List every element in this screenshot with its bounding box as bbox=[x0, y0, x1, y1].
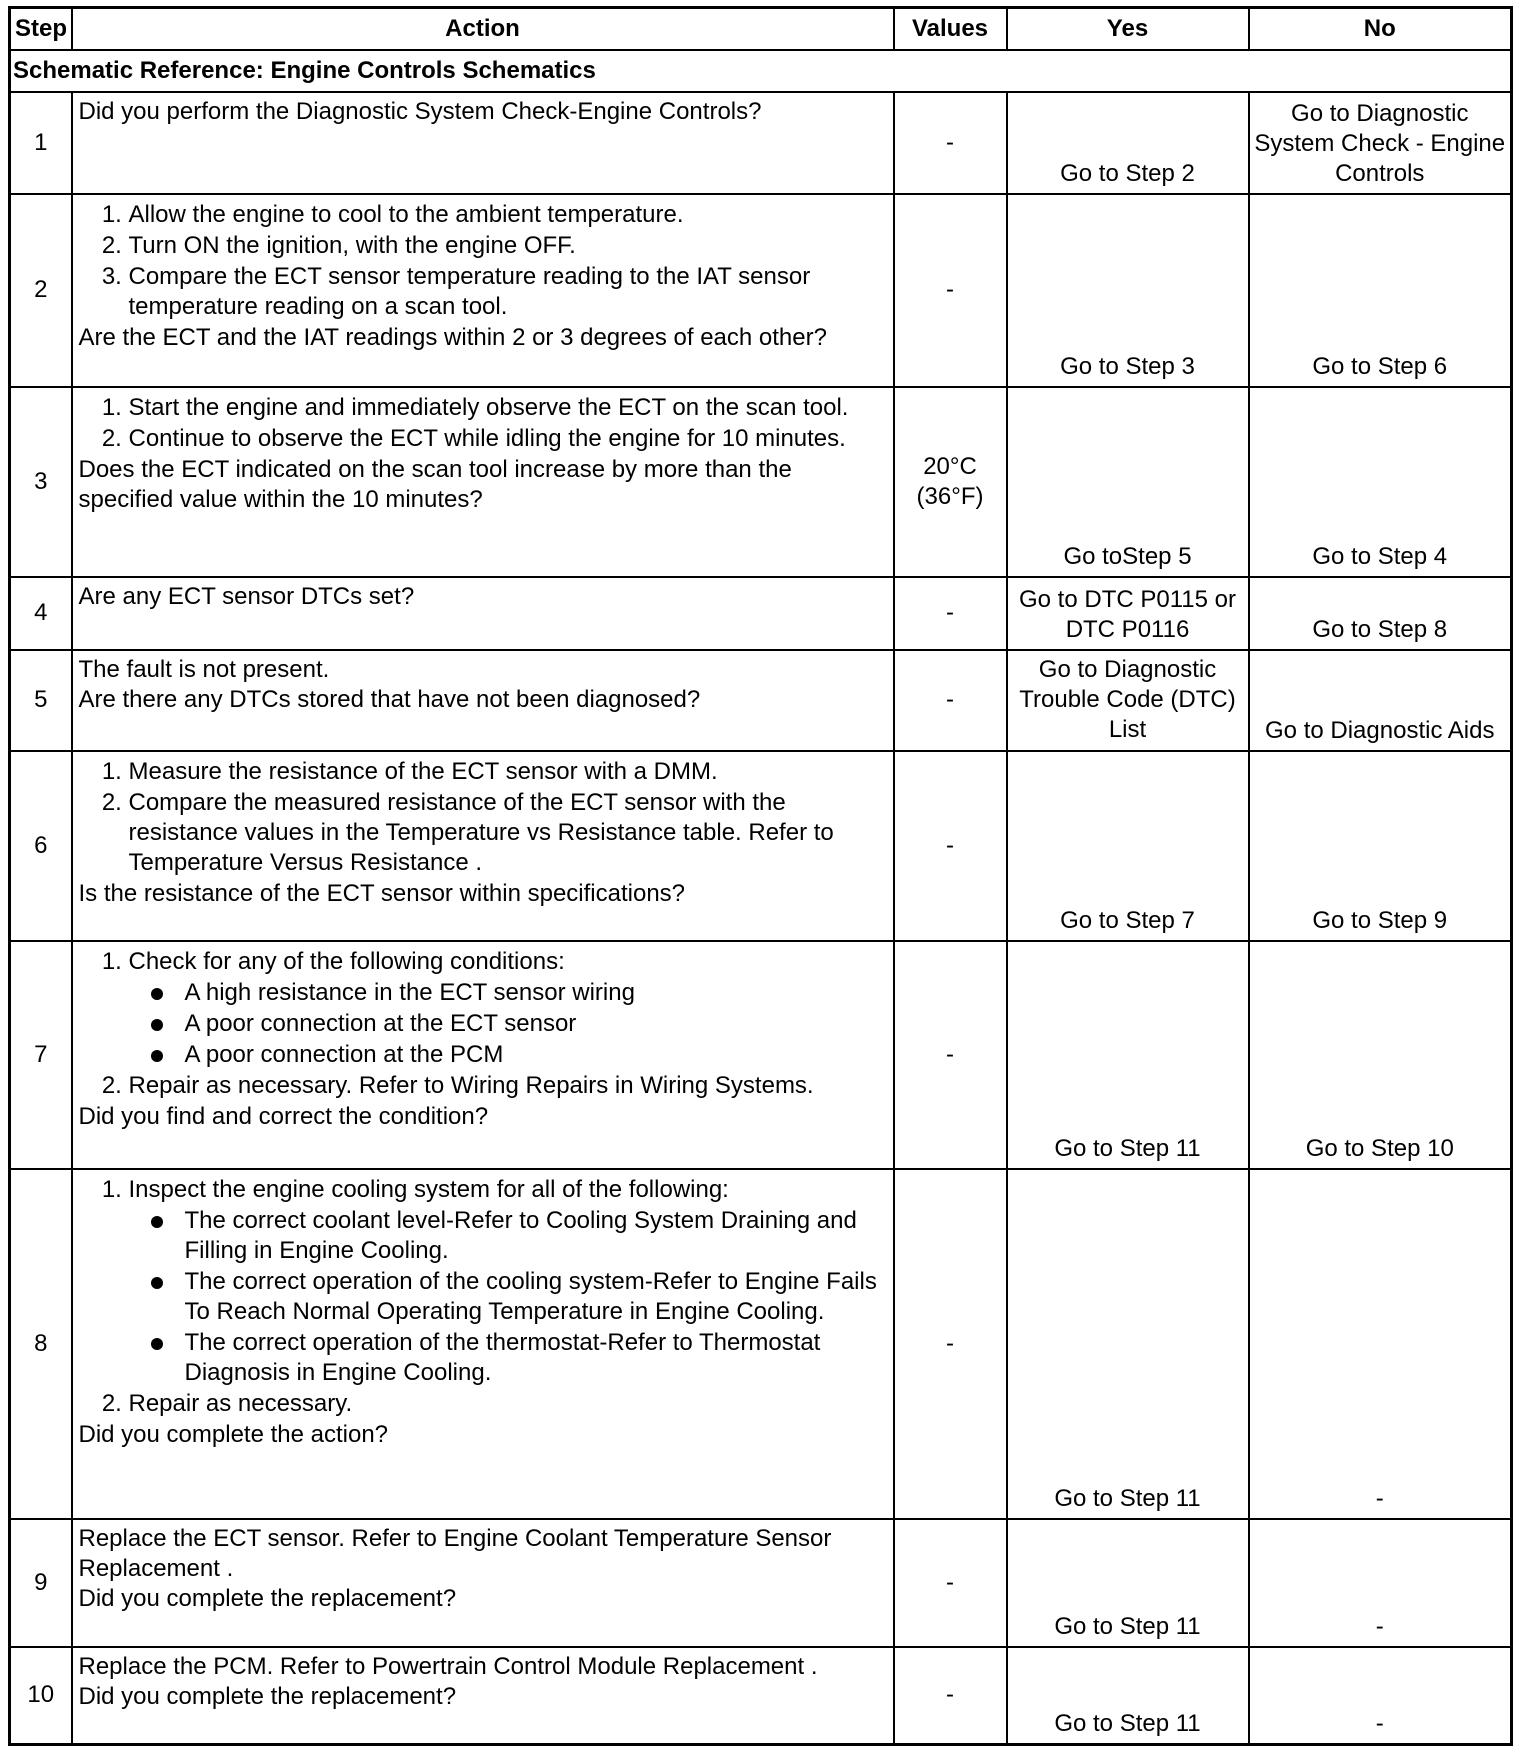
action-question: Is the resistance of the ECT sensor within specifications? bbox=[78, 879, 686, 907]
action-text: Did you perform the Diagnostic System Check-Engine Controls? bbox=[78, 97, 762, 125]
condition-item: The correct operation of the thermostat-Refer to Thermostat Diagnosis in Engine Cooling. bbox=[185, 1328, 887, 1388]
action-steps bbox=[79, 1175, 887, 1419]
table-row-step-1 bbox=[10, 92, 1512, 194]
action-step bbox=[129, 1175, 887, 1388]
action-steps bbox=[79, 947, 887, 1101]
action-cell bbox=[72, 577, 894, 650]
action-question: Did you complete the replacement? bbox=[78, 1584, 457, 1612]
value-cell: - bbox=[894, 751, 1007, 941]
action-text: The fault is not present. bbox=[78, 655, 330, 683]
yes-cell: Go to Step 11 bbox=[1007, 1519, 1249, 1647]
yes-cell: Go to Step 11 bbox=[1007, 941, 1249, 1169]
value-cell: - bbox=[894, 1519, 1007, 1647]
action-step: 1. Allow the engine to cool to the ambient temperature. bbox=[129, 200, 887, 230]
table-row-step-9 bbox=[10, 1519, 1512, 1647]
yes-cell: Go to DTC P0115 or DTC P0116 bbox=[1007, 577, 1249, 650]
action-question: Did you find and correct the condition? bbox=[78, 1102, 489, 1130]
action-steps bbox=[79, 757, 887, 878]
step-number: 10 bbox=[10, 1647, 72, 1745]
action-step: 3. Compare the ECT sensor temperature reading to the IAT sensor temperature reading on a scan tool. bbox=[129, 262, 887, 322]
header-step: Step bbox=[10, 8, 72, 50]
action-step-text: Inspect the engine cooling system for all of the following: bbox=[128, 1175, 729, 1203]
yes-cell: Go to Step 3 bbox=[1007, 194, 1249, 387]
table-row-step-10 bbox=[10, 1647, 1512, 1745]
table-row-step-7 bbox=[10, 941, 1512, 1169]
diagnostic-table bbox=[8, 6, 1513, 1746]
step-number: 2 bbox=[10, 194, 72, 387]
yes-cell: Go to Step 7 bbox=[1007, 751, 1249, 941]
value-cell bbox=[894, 387, 1007, 577]
action-question: Does the ECT indicated on the scan tool increase by more than the specified value within the 10 minutes? bbox=[78, 455, 792, 513]
no-cell: Go to Diagnostic System Check - Engine Controls bbox=[1249, 92, 1512, 194]
table-row-step-4 bbox=[10, 577, 1512, 650]
action-cell bbox=[72, 650, 894, 751]
action-text: Replace the ECT sensor. Refer to Engine Coolant Temperature Sensor Replacement . bbox=[78, 1524, 832, 1582]
condition-list bbox=[129, 1206, 887, 1388]
action-text: Replace the PCM. Refer to Powertrain Control Module Replacement . bbox=[78, 1652, 818, 1680]
header-row bbox=[10, 8, 1512, 50]
action-question: Are there any DTCs stored that have not been diagnosed? bbox=[78, 685, 701, 713]
action-step: 2. Repair as necessary. Refer to Wiring Repairs in Wiring Systems. bbox=[129, 1071, 887, 1101]
action-step: 2. Repair as necessary. bbox=[129, 1389, 887, 1419]
no-cell: - bbox=[1249, 1647, 1512, 1745]
table-row-step-3 bbox=[10, 387, 1512, 577]
table-row-step-6 bbox=[10, 751, 1512, 941]
yes-cell: Go toStep 5 bbox=[1007, 387, 1249, 577]
condition-list bbox=[129, 978, 887, 1070]
step-number: 1 bbox=[10, 92, 72, 194]
condition-item: A poor connection at the PCM bbox=[185, 1040, 887, 1070]
step-number: 6 bbox=[10, 751, 72, 941]
action-cell bbox=[72, 1519, 894, 1647]
table-row-step-5 bbox=[10, 650, 1512, 751]
step-number: 4 bbox=[10, 577, 72, 650]
action-text: Are any ECT sensor DTCs set? bbox=[78, 582, 415, 610]
value-cell: - bbox=[894, 92, 1007, 194]
condition-item: A high resistance in the ECT sensor wiring bbox=[185, 978, 887, 1008]
action-cell bbox=[72, 751, 894, 941]
step-number: 8 bbox=[10, 1169, 72, 1519]
value-cell: - bbox=[894, 194, 1007, 387]
no-cell: Go to Step 8 bbox=[1249, 577, 1512, 650]
value-cell: - bbox=[894, 1647, 1007, 1745]
header-values: Values bbox=[894, 8, 1007, 50]
action-cell bbox=[72, 387, 894, 577]
yes-cell: Go to Step 2 bbox=[1007, 92, 1249, 194]
no-cell: Go to Step 9 bbox=[1249, 751, 1512, 941]
step-number: 3 bbox=[10, 387, 72, 577]
no-cell: Go to Diagnostic Aids bbox=[1249, 650, 1512, 751]
action-question: Did you complete the action? bbox=[78, 1420, 389, 1448]
value-celsius: 20°C bbox=[923, 452, 977, 480]
header-no: No bbox=[1249, 8, 1512, 50]
value-cell: - bbox=[894, 577, 1007, 650]
no-cell: Go to Step 10 bbox=[1249, 941, 1512, 1169]
no-cell: - bbox=[1249, 1519, 1512, 1647]
action-question: Did you complete the replacement? bbox=[78, 1682, 457, 1710]
value-cell: - bbox=[894, 941, 1007, 1169]
value-cell: - bbox=[894, 650, 1007, 751]
step-number: 7 bbox=[10, 941, 72, 1169]
action-question: Are the ECT and the IAT readings within 2 or 3 degrees of each other? bbox=[78, 323, 827, 351]
value-fahrenheit: (36°F) bbox=[916, 482, 984, 510]
header-action: Action bbox=[72, 8, 894, 50]
action-cell bbox=[72, 941, 894, 1169]
yes-cell: Go to Diagnostic Trouble Code (DTC) List bbox=[1007, 650, 1249, 751]
action-cell bbox=[72, 1169, 894, 1519]
action-step-text: Check for any of the following conditions: bbox=[128, 947, 565, 975]
yes-cell: Go to Step 11 bbox=[1007, 1169, 1249, 1519]
value-cell: - bbox=[894, 1169, 1007, 1519]
action-cell bbox=[72, 1647, 894, 1745]
yes-cell: Go to Step 11 bbox=[1007, 1647, 1249, 1745]
action-cell bbox=[72, 194, 894, 387]
action-step: 1. Start the engine and immediately observe the ECT on the scan tool. bbox=[129, 393, 887, 423]
action-steps bbox=[79, 200, 887, 322]
action-step: 2. Turn ON the ignition, with the engine OFF. bbox=[129, 231, 887, 261]
condition-item: A poor connection at the ECT sensor bbox=[185, 1009, 887, 1039]
action-step bbox=[129, 947, 887, 1070]
table-row-step-2 bbox=[10, 194, 1512, 387]
action-step: 1. Measure the resistance of the ECT sensor with a DMM. bbox=[129, 757, 887, 787]
action-steps bbox=[79, 393, 887, 454]
no-cell: Go to Step 6 bbox=[1249, 194, 1512, 387]
condition-item: The correct coolant level-Refer to Cooling System Draining and Filling in Engine Cooling. bbox=[185, 1206, 887, 1266]
action-cell bbox=[72, 92, 894, 194]
condition-item: The correct operation of the cooling system-Refer to Engine Fails To Reach Normal Operating Temperature in Engine Cooling. bbox=[185, 1267, 887, 1327]
no-cell: - bbox=[1249, 1169, 1512, 1519]
step-number: 5 bbox=[10, 650, 72, 751]
action-step: 2. Continue to observe the ECT while idling the engine for 10 minutes. bbox=[129, 424, 887, 454]
action-step: 2. Compare the measured resistance of the ECT sensor with the resistance values in the Temperature vs Resistance table. Refer to Temperature Versus Resistance . bbox=[129, 788, 887, 878]
schematic-reference: Schematic Reference: Engine Controls Schematics bbox=[10, 50, 1512, 92]
header-yes: Yes bbox=[1007, 8, 1249, 50]
schematic-reference-row bbox=[10, 50, 1512, 92]
step-number: 9 bbox=[10, 1519, 72, 1647]
no-cell: Go to Step 4 bbox=[1249, 387, 1512, 577]
table-row-step-8 bbox=[10, 1169, 1512, 1519]
